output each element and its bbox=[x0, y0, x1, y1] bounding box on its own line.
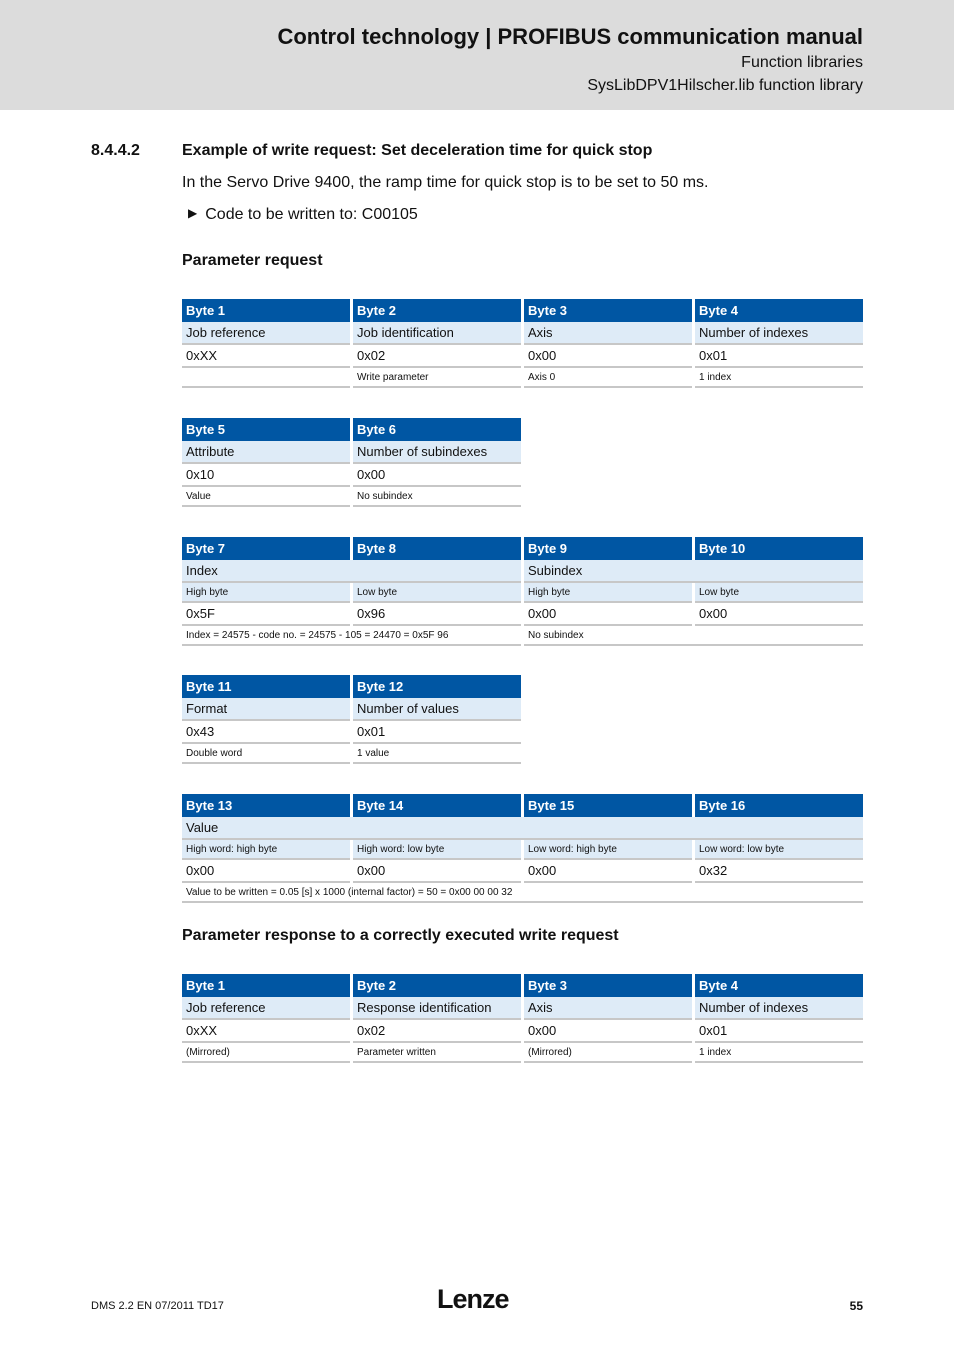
table-row bbox=[182, 603, 863, 626]
value-cell: 0x02 bbox=[353, 1020, 521, 1043]
name-cell: Job identification bbox=[353, 322, 521, 345]
request-table-bytes-1-4 bbox=[182, 299, 863, 388]
table-header-row bbox=[182, 418, 521, 441]
header-cell: Byte 4 bbox=[695, 299, 863, 322]
value-cell: 0x01 bbox=[695, 1020, 863, 1043]
table-row bbox=[182, 1043, 863, 1063]
section-subtitle: SysLibDPV1Hilscher.lib function library bbox=[587, 77, 863, 94]
note-cell: No subindex bbox=[353, 487, 521, 507]
table-row bbox=[182, 441, 521, 464]
header-cell: Byte 9 bbox=[524, 537, 692, 560]
chapter-subtitle: Function libraries bbox=[741, 54, 863, 71]
name-cell: Number of indexes bbox=[695, 322, 863, 345]
table-row bbox=[182, 744, 521, 764]
request-table-bytes-5-6 bbox=[182, 418, 521, 507]
table-row bbox=[182, 883, 863, 903]
value-cell: 0x02 bbox=[353, 345, 521, 368]
header-cell: Byte 1 bbox=[182, 299, 350, 322]
request-table-bytes-13-16 bbox=[182, 794, 863, 903]
value-cell: 0x96 bbox=[353, 603, 521, 626]
intro-paragraph: In the Servo Drive 9400, the ramp time for quick stop is to be set to 50 ms. bbox=[182, 174, 709, 191]
name-cell: Job reference bbox=[182, 997, 350, 1020]
note-cell: Parameter written bbox=[353, 1043, 521, 1063]
value-cell: 0x32 bbox=[695, 860, 863, 883]
table-row bbox=[182, 487, 521, 507]
name-cell: Axis bbox=[524, 322, 692, 345]
section-number: 8.4.4.2 bbox=[91, 142, 140, 159]
code-text: Code to be written to: C00105 bbox=[205, 206, 418, 223]
value-cell: 0x00 bbox=[353, 464, 521, 487]
table-row bbox=[182, 1020, 863, 1043]
request-table-bytes-7-10 bbox=[182, 537, 863, 646]
name-cell: Number of values bbox=[353, 698, 521, 721]
triangle-bullet-icon: ▶ bbox=[188, 206, 198, 220]
note-cell: Value to be written = 0.05 [s] x 1000 (internal factor) = 50 = 0x00 00 00 32 bbox=[182, 883, 863, 903]
sub-cell: High byte bbox=[524, 583, 692, 603]
manual-title: Control technology | PROFIBUS communication manual bbox=[277, 24, 863, 49]
header-cell: Byte 15 bbox=[524, 794, 692, 817]
note-cell: Axis 0 bbox=[524, 368, 692, 388]
table-header-row bbox=[182, 675, 521, 698]
sub-cell: High byte bbox=[182, 583, 350, 603]
name-cell: Format bbox=[182, 698, 350, 721]
note-cell: 1 index bbox=[695, 368, 863, 388]
header-cell: Byte 3 bbox=[524, 974, 692, 997]
sub-cell: Low byte bbox=[353, 583, 521, 603]
name-cell: Job reference bbox=[182, 322, 350, 345]
value-cell: 0x43 bbox=[182, 721, 350, 744]
note-cell: (Mirrored) bbox=[524, 1043, 692, 1063]
table-row bbox=[182, 817, 863, 840]
note-cell: (Mirrored) bbox=[182, 1043, 350, 1063]
header-cell: Byte 11 bbox=[182, 675, 350, 698]
value-cell: 0xXX bbox=[182, 1020, 350, 1043]
name-cell: Number of indexes bbox=[695, 997, 863, 1020]
value-cell: 0x00 bbox=[695, 603, 863, 626]
value-cell: 0x10 bbox=[182, 464, 350, 487]
header-cell: Byte 16 bbox=[695, 794, 863, 817]
note-cell: 1 index bbox=[695, 1043, 863, 1063]
table-row bbox=[182, 464, 521, 487]
table-header-row bbox=[182, 794, 863, 817]
sub-cell: High word: high byte bbox=[182, 840, 350, 860]
name-cell: Response identification bbox=[353, 997, 521, 1020]
table-row bbox=[182, 698, 521, 721]
header-cell: Byte 10 bbox=[695, 537, 863, 560]
table-row bbox=[182, 345, 863, 368]
table-header-row bbox=[182, 537, 863, 560]
header-cell: Byte 13 bbox=[182, 794, 350, 817]
sub-cell: High word: low byte bbox=[353, 840, 521, 860]
sub-cell: Low word: high byte bbox=[524, 840, 692, 860]
name-cell: Axis bbox=[524, 997, 692, 1020]
page-number: 55 bbox=[849, 1299, 863, 1313]
table-row bbox=[182, 626, 863, 646]
note-cell: No subindex bbox=[524, 626, 863, 646]
table-row bbox=[182, 860, 863, 883]
value-cell: 0x00 bbox=[182, 860, 350, 883]
table-row bbox=[182, 583, 863, 603]
sub-cell: Low byte bbox=[695, 583, 863, 603]
value-cell: 0x00 bbox=[524, 1020, 692, 1043]
value-cell: 0x00 bbox=[524, 860, 692, 883]
note-cell: Double word bbox=[182, 744, 350, 764]
table-row bbox=[182, 368, 863, 388]
table-header-row bbox=[182, 299, 863, 322]
table-row bbox=[182, 322, 863, 345]
lenze-logo: Lenze bbox=[437, 1284, 509, 1314]
table-row bbox=[182, 721, 521, 744]
page-header bbox=[0, 0, 954, 110]
document-id: DMS 2.2 EN 07/2011 TD17 bbox=[91, 1300, 224, 1312]
request-heading: Parameter request bbox=[182, 252, 323, 269]
name-cell: Attribute bbox=[182, 441, 350, 464]
table-header-row bbox=[182, 974, 863, 997]
table-row bbox=[182, 840, 863, 860]
response-heading: Parameter response to a correctly executed write request bbox=[182, 927, 619, 944]
table-row bbox=[182, 997, 863, 1020]
value-cell: 0x01 bbox=[695, 345, 863, 368]
value-cell: 0x00 bbox=[524, 345, 692, 368]
note-cell: Value bbox=[182, 487, 350, 507]
header-cell: Byte 14 bbox=[353, 794, 521, 817]
note-cell bbox=[182, 368, 350, 388]
response-table-bytes-1-4 bbox=[182, 974, 863, 1063]
header-cell: Byte 7 bbox=[182, 537, 350, 560]
value-cell: 0x5F bbox=[182, 603, 350, 626]
request-table-bytes-11-12 bbox=[182, 675, 521, 764]
name-cell: Value bbox=[182, 817, 863, 840]
header-cell: Byte 4 bbox=[695, 974, 863, 997]
header-cell: Byte 12 bbox=[353, 675, 521, 698]
header-cell: Byte 6 bbox=[353, 418, 521, 441]
value-cell: 0x01 bbox=[353, 721, 521, 744]
header-cell: Byte 2 bbox=[353, 974, 521, 997]
name-cell: Number of subindexes bbox=[353, 441, 521, 464]
header-cell: Byte 8 bbox=[353, 537, 521, 560]
section-title: Example of write request: Set deceleration time for quick stop bbox=[182, 142, 653, 159]
header-cell: Byte 3 bbox=[524, 299, 692, 322]
value-cell: 0xXX bbox=[182, 345, 350, 368]
note-cell: 1 value bbox=[353, 744, 521, 764]
value-cell: 0x00 bbox=[524, 603, 692, 626]
header-cell: Byte 5 bbox=[182, 418, 350, 441]
code-bullet bbox=[188, 206, 418, 224]
note-cell: Write parameter bbox=[353, 368, 521, 388]
header-cell: Byte 1 bbox=[182, 974, 350, 997]
name-cell: Index bbox=[182, 560, 521, 583]
note-cell: Index = 24575 - code no. = 24575 - 105 = 24470 = 0x5F 96 bbox=[182, 626, 521, 646]
table-row bbox=[182, 560, 863, 583]
name-cell: Subindex bbox=[524, 560, 863, 583]
value-cell: 0x00 bbox=[353, 860, 521, 883]
sub-cell: Low word: low byte bbox=[695, 840, 863, 860]
header-cell: Byte 2 bbox=[353, 299, 521, 322]
